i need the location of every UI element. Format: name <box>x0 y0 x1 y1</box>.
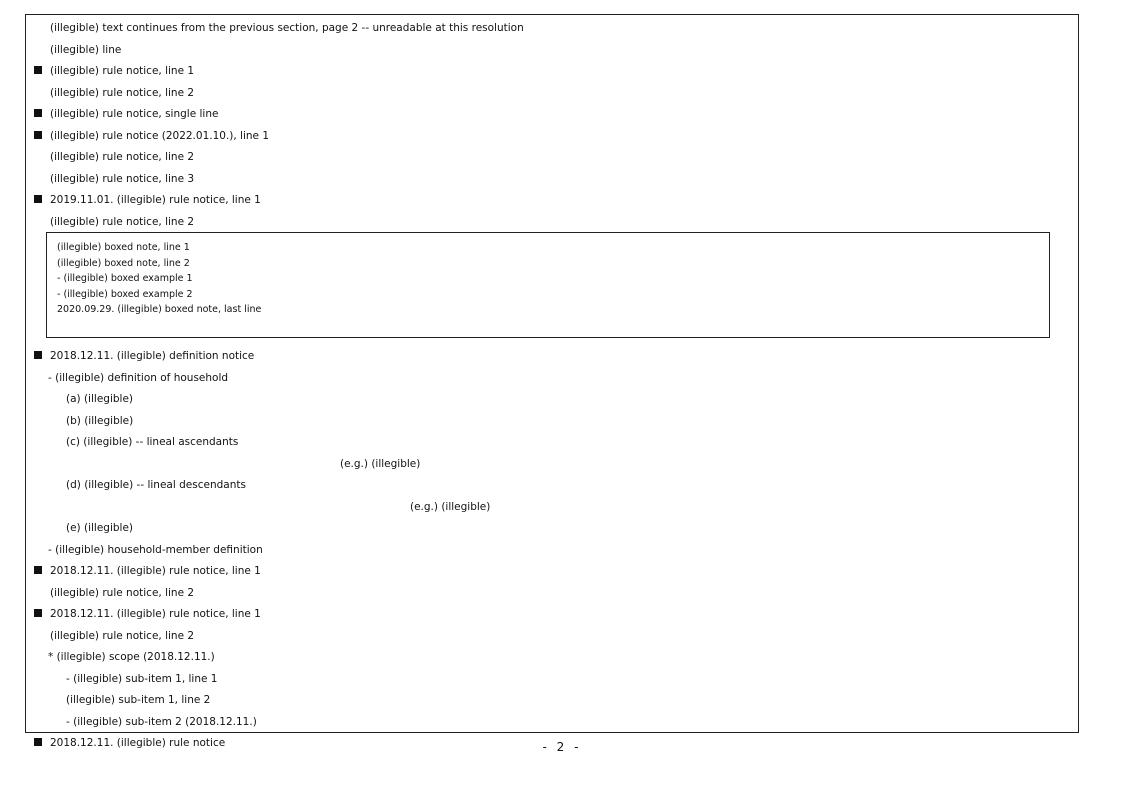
line-text: (illegible) rule notice, line 2 <box>50 629 195 642</box>
line-text: 2018.12.11. (illegible) rule notice, line 1 <box>50 608 261 620</box>
boxed-note-line: 2020.09.29. (illegible) boxed note, last line <box>57 304 262 316</box>
line-text: 2018.12.11. (illegible) definition notice <box>50 350 255 362</box>
line-text: (d) (illegible) -- lineal descendants <box>66 479 246 491</box>
square-bullet-icon <box>34 109 42 117</box>
continuation-line <box>30 583 1070 605</box>
continuation-line <box>30 626 1070 648</box>
continuation-line <box>30 169 1070 191</box>
boxed-note-line: - (illegible) boxed example 1 <box>57 273 193 285</box>
line-text: (b) (illegible) <box>66 414 134 427</box>
bullet-paragraph-line <box>30 190 1070 212</box>
line-text: (illegible) rule notice, line 2 <box>50 586 195 599</box>
lower-section <box>30 346 1070 755</box>
continuation-line <box>30 83 1070 105</box>
page-number: - 2 - <box>542 740 582 754</box>
bullet-paragraph-line <box>30 104 1070 126</box>
line-text: (illegible) rule notice, line 2 <box>50 86 195 99</box>
line-text: (illegible) rule notice, line 2 <box>50 151 195 163</box>
sub-item-line <box>30 368 1070 390</box>
bullet-paragraph-line <box>30 561 1070 583</box>
line-text: (e.g.) (illegible) <box>410 500 491 513</box>
line-text: (illegible) rule notice, single line <box>50 108 219 120</box>
sub-sub-item-line <box>30 411 1070 433</box>
bullet-paragraph-line <box>30 604 1070 626</box>
bullet-paragraph-line <box>30 346 1070 368</box>
line-text: (illegible) line <box>50 43 122 56</box>
line-text: (a) (illegible) <box>66 393 133 405</box>
line-text: 2018.12.11. (illegible) rule notice <box>50 737 226 749</box>
line-text: (e) (illegible) <box>66 522 134 534</box>
bullet-paragraph-line <box>30 61 1070 83</box>
line-text: 2018.12.11. (illegible) rule notice, line 1 <box>50 565 261 577</box>
sub-sub-item-line <box>30 518 1070 540</box>
line-text: (c) (illegible) -- lineal ascendants <box>66 436 239 448</box>
sub-sub-item-line <box>30 475 1070 497</box>
square-bullet-icon <box>34 351 42 359</box>
sub-sub-item-line <box>30 432 1070 454</box>
boxed-note-line: (illegible) boxed note, line 2 <box>57 257 190 269</box>
line-text: (illegible) rule notice (2022.01.10.), line 1 <box>50 129 270 142</box>
continuation-line <box>30 18 1070 40</box>
line-text: (illegible) rule notice, line 2 <box>50 215 195 228</box>
square-bullet-icon <box>34 195 42 203</box>
line-text: - (illegible) definition of household <box>48 371 229 384</box>
sub-item-line <box>30 647 1070 669</box>
boxed-note <box>46 232 1050 338</box>
line-text: * (illegible) scope (2018.12.11.) <box>48 651 215 663</box>
line-text: - (illegible) sub-item 1, line 1 <box>66 672 218 685</box>
line-text: (e.g.) (illegible) <box>340 457 421 470</box>
boxed-note-line: - (illegible) boxed example 2 <box>57 288 193 300</box>
continuation-line <box>30 212 1070 234</box>
top-section <box>30 18 1070 233</box>
continuation-line <box>30 147 1070 169</box>
line-text: - (illegible) household-member definition <box>48 543 263 556</box>
line-text: 2019.11.01. (illegible) rule notice, line 1 <box>50 194 261 206</box>
continuation-line <box>30 40 1070 62</box>
sub-sub-item-line <box>30 389 1070 411</box>
line-text: - (illegible) sub-item 2 (2018.12.11.) <box>66 715 257 728</box>
line-text: (illegible) rule notice, line 3 <box>50 172 195 185</box>
bullet-paragraph-line <box>30 126 1070 148</box>
square-bullet-icon <box>34 131 42 139</box>
square-bullet-icon <box>34 66 42 74</box>
sub-sub-item-line <box>30 669 1070 691</box>
example-line <box>30 497 1070 519</box>
sub-sub-item-line <box>30 690 1070 712</box>
sub-item-line <box>30 540 1070 562</box>
boxed-note-line: (illegible) boxed note, line 1 <box>57 242 190 253</box>
example-line <box>30 454 1070 476</box>
square-bullet-icon <box>34 609 42 617</box>
line-text: (illegible) text continues from the previous section, page 2 -- unreadable at this resolution <box>50 22 524 34</box>
line-text: (illegible) rule notice, line 1 <box>50 65 195 77</box>
line-text: (illegible) sub-item 1, line 2 <box>66 694 211 706</box>
square-bullet-icon <box>34 566 42 574</box>
sub-sub-item-line <box>30 712 1070 734</box>
